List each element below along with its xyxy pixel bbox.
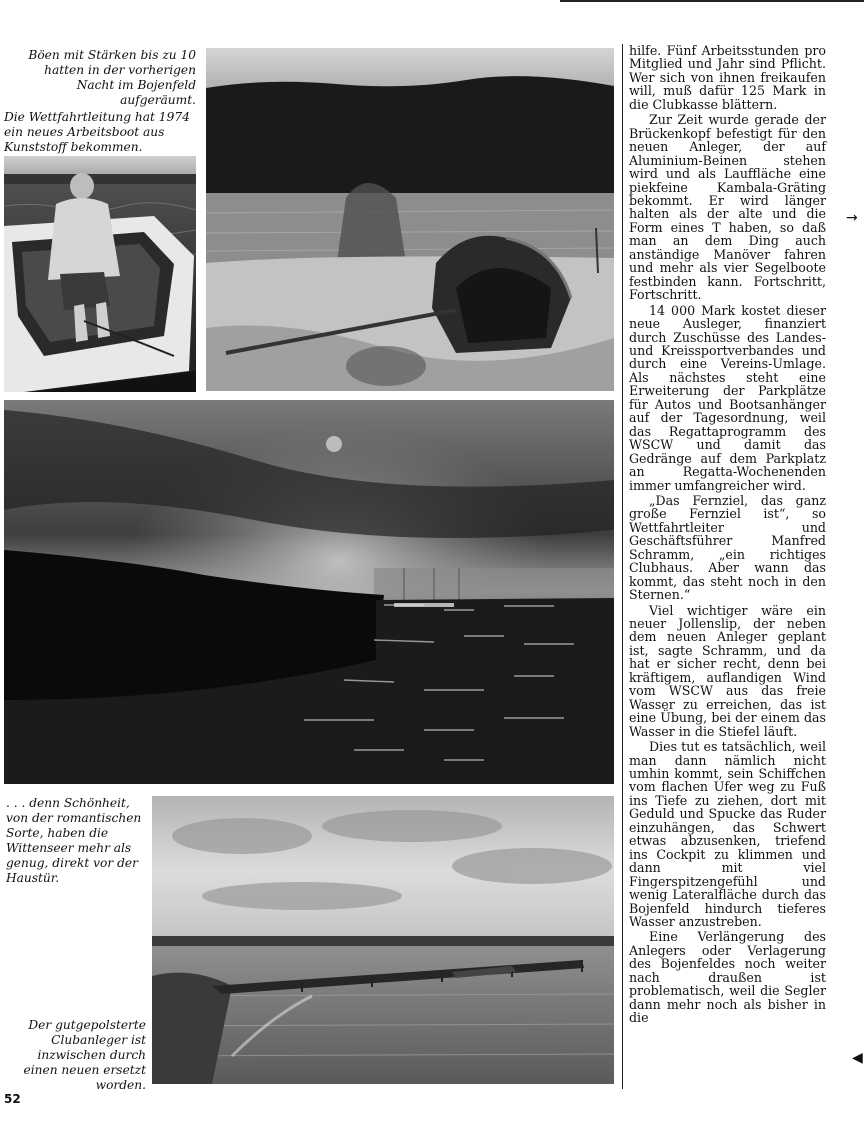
photo-storm-shore [206,48,614,391]
caption-storm: Böen mit Stärken bis zu 10 hatten in der vorherigen Nacht im Bojenfeld aufgeräumt. [28,48,196,107]
caption-beauty: . . . denn Schönheit, von der romantischen Sorte, haben die Wittenseer mehr als genug, direkt vor der Haustür. [6,796,142,885]
article-paragraph: „Das Fernziel, das ganz große Fernziel ist“, so Wettfahrtleiter und Geschäftsführer Manfred Schramm, „ein richtiges Clubhaus. Aber wann das kommt, das steht noch in den Sternen.“ [629,492,826,603]
top-rule [560,0,864,2]
article-column [622,44,826,1089]
margin-mark: ◀ [852,1050,863,1066]
article-paragraph: Eine Verlängerung des Anlegers oder Verlagerung des Bojenfeldes noch weiter nach draußen ist problematisch, weil die Segler dann mehr noch als bisher in die [629,929,826,1026]
photo-club-pier [152,796,614,1084]
photo-workboat [4,156,196,392]
margin-mark: → [846,210,858,226]
article-paragraph: Dies tut es tatsächlich, weil man dann nämlich nicht umhin kommt, sein Schiffchen vom flachen Ufer weg zu Fuß ins Tiefe zu ziehen, dort mit Geduld und Spucke das Ruder einzuhängen, das Schwert etwas abzusenken, triefend ins Cockpit zu klimmen und dann mit viel Fingerspitzengefühl und wenig Lateralfläche durch das Bojenfeld hindurch tieferes Wasser anzustreben. [629,739,826,929]
article-paragraph: hilfe. Fünf Arbeitsstunden pro Mitglied und Jahr sind Pflicht. Wer sich von ihnen freikaufen will, muß dafür 125 Mark in die Clubkasse blättern. [629,43,826,112]
article-paragraph: Zur Zeit wurde gerade der Brückenkopf befestigt für den neuen Anleger, der auf Aluminium-Beinen stehen wird und als Lauffläche eine piekfeine Kambala-Gräting bekommt. Er wird länger halten als der alte und die Form eines T haben, so daß man an dem Ding auch anständige Manöver fahren und mehr als vier Segelboote festbinden kann. Fortschritt, Fortschritt. [629,112,826,303]
caption-boat: Die Wettfahrtleitung hat 1974 ein neues Arbeitsboot aus Kunststoff bekommen. [4,110,190,154]
article-paragraph: Viel wichtiger wäre ein neuer Jollenslip, der neben dem neuen Anleger geplant ist, sagte Schramm, und da hat er sicher recht, denn bei kräftigem, auflandigen Wind vom WSCW aus das freie Wasser zu erreichen, das ist eine Übung, bei der einem das Wasser in die Stiefel läuft. [629,602,826,739]
page-number: 52 [4,1092,21,1106]
article-paragraph: 14 000 Mark kostet dieser neue Ausleger, finanziert durch Zuschüsse des Landes- und Kreissportverbandes und durch eine Vereins-Umlage. Als nächstes steht eine Erweiterung der Parkplätze für Autos und Bootsanhänger auf der Tagesordnung, weil das Regattaprogramm des WSCW und damit das Gedränge auf dem Parkplatz an Regatta-Wochenenden immer umfangreicher wird. [629,302,826,493]
caption-pier: Der gutgepolsterte Clubanleger ist inzwischen durch einen neuen ersetzt worden. [23,1018,146,1092]
photo-sunset-lake [4,400,614,784]
